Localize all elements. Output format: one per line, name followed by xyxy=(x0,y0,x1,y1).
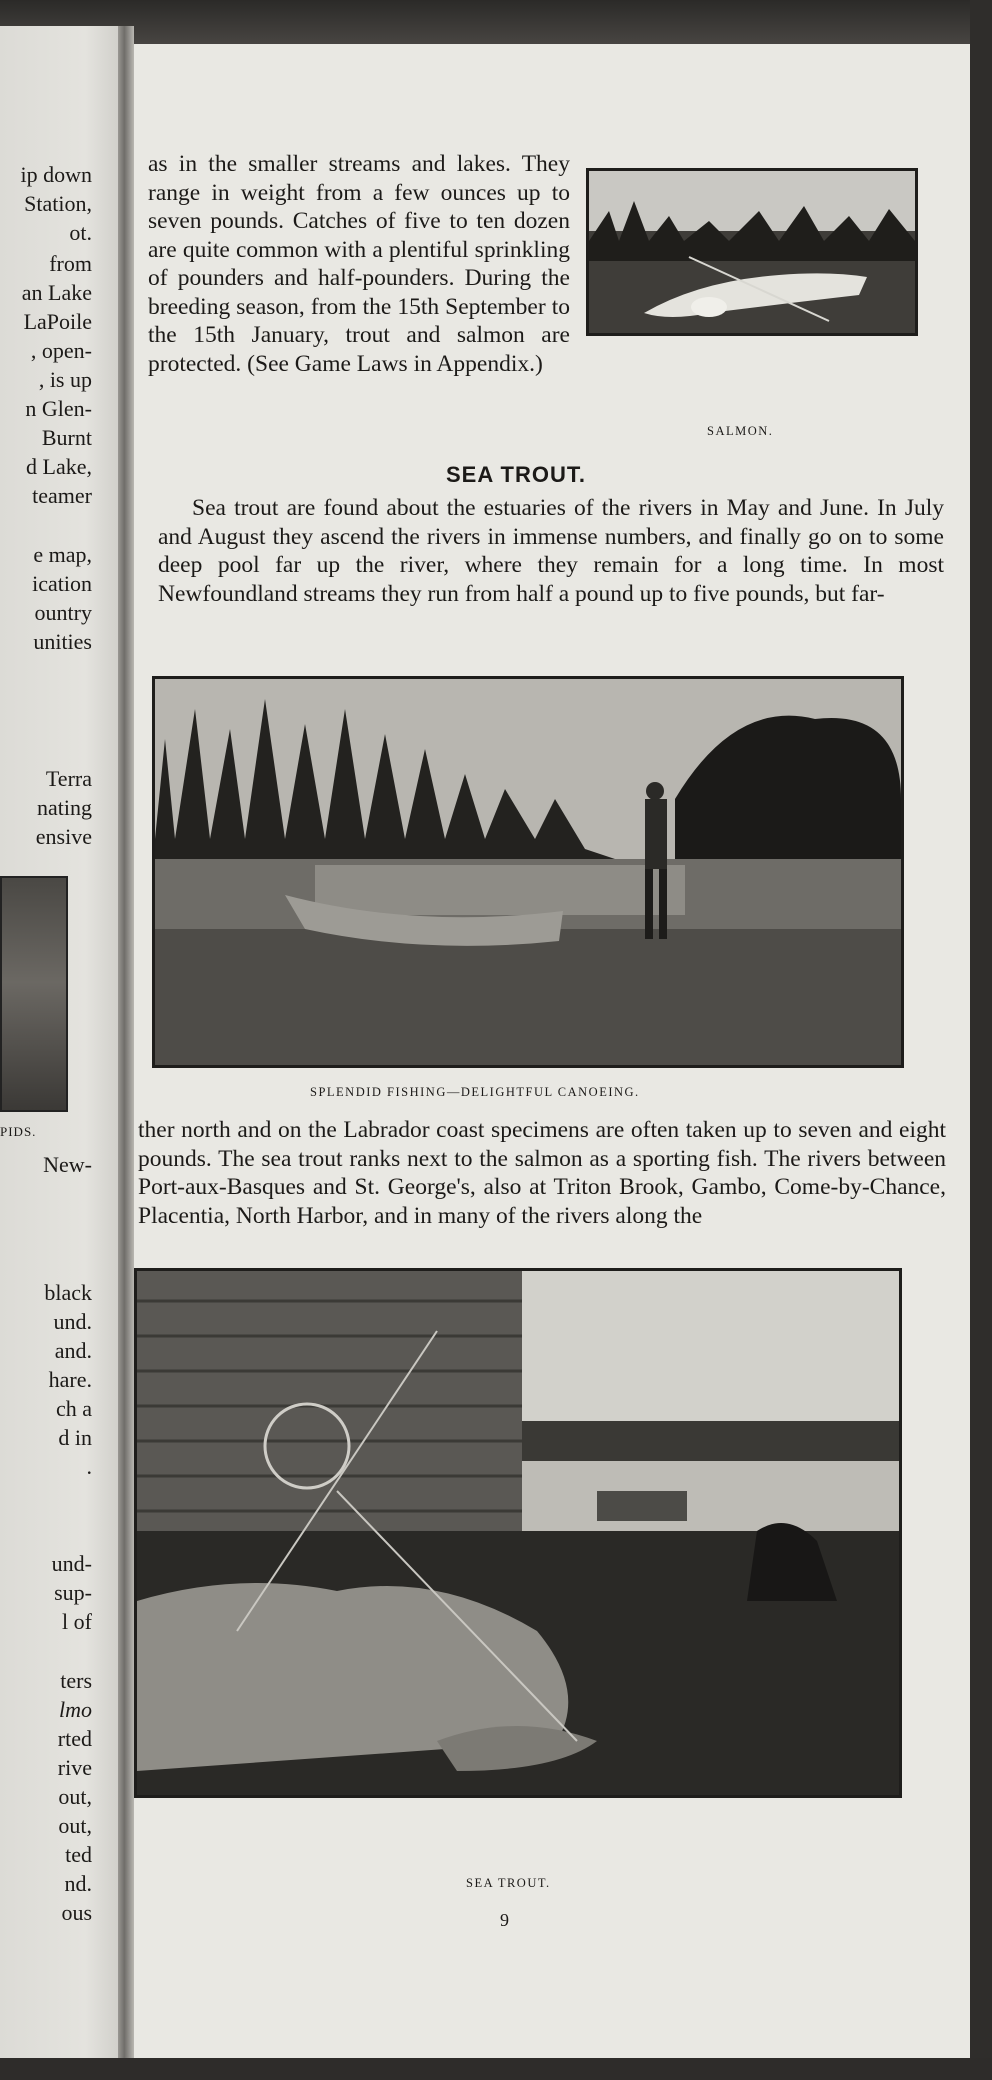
scan-border-top xyxy=(0,0,992,48)
left-text-fragment: an Lake xyxy=(21,280,92,305)
left-text-fragment: . xyxy=(86,1454,92,1479)
left-text-fragment: hare. xyxy=(48,1367,92,1392)
left-text-fragment: rted xyxy=(57,1726,92,1751)
canoe-fishing-photo-image xyxy=(155,679,901,1065)
left-text-fragment: Terra xyxy=(45,766,92,791)
left-text-fragment: Burnt xyxy=(41,425,92,450)
left-text-fragment: ication xyxy=(32,571,92,596)
left-text-fragment: unities xyxy=(33,629,92,654)
left-text-fragment: l of xyxy=(62,1609,92,1634)
left-text-fragment: und. xyxy=(53,1309,92,1334)
section-heading: SEA TROUT. xyxy=(446,462,586,487)
canoe-fishing-photo xyxy=(152,676,904,1068)
left-text-fragment: black xyxy=(44,1280,92,1305)
left-text-fragment: out, xyxy=(58,1784,92,1809)
book-page xyxy=(134,44,970,2058)
left-text-fragment: d Lake, xyxy=(26,454,92,479)
paragraph-text: Sea trout are found about the estuaries of the rivers in May and June. In July and August they ascend the rivers in immense numbers, and finally go on to some deep pool far up the river, where they remain for a long time. In most Newfoundland streams they run from half a pound up to five pounds, but far- xyxy=(158,495,944,607)
left-text-fragment: ot. xyxy=(69,220,92,245)
left-text-fragment: New- xyxy=(43,1152,92,1177)
left-text-fragment: ensive xyxy=(35,824,92,849)
salmon-photo-image xyxy=(589,171,915,333)
left-text-fragment: nd. xyxy=(64,1871,92,1896)
paragraph-sea-trout-intro xyxy=(158,494,944,608)
left-text-fragment: ted xyxy=(65,1842,92,1867)
scan-border-right xyxy=(970,0,992,2080)
left-text-fragment: lmo xyxy=(59,1697,92,1722)
paragraph-trout-weights xyxy=(148,150,570,378)
left-caption-fragment: PIDS. xyxy=(0,1124,37,1139)
left-text-fragment: from xyxy=(49,251,92,276)
paragraph-sea-trout-rivers xyxy=(138,1116,946,1230)
sea-trout-photo xyxy=(134,1268,902,1798)
left-text-fragment: und- xyxy=(51,1551,92,1576)
left-page-photo xyxy=(0,876,68,1112)
left-text-fragment: , is up xyxy=(38,367,92,392)
left-text-fragment: out, xyxy=(58,1813,92,1838)
sea-trout-caption: SEA TROUT. xyxy=(466,1876,551,1890)
canoe-caption: SPLENDID FISHING—DELIGHTFUL CANOEING. xyxy=(310,1085,640,1099)
left-text-fragment: teamer xyxy=(32,483,92,508)
left-text-fragment: ters xyxy=(60,1668,92,1693)
page-number: 9 xyxy=(500,1910,509,1930)
left-text-fragment: d in xyxy=(58,1425,92,1450)
book-gutter xyxy=(118,26,134,2058)
left-text-fragment: and. xyxy=(54,1338,92,1363)
sea-trout-photo-image xyxy=(137,1271,899,1795)
left-text-fragment: rive xyxy=(57,1755,92,1780)
salmon-photo xyxy=(586,168,918,336)
left-text-fragment: nating xyxy=(37,795,92,820)
left-text-fragment: e map, xyxy=(33,542,92,567)
left-text-fragment: ip down xyxy=(20,162,92,187)
salmon-caption: SALMON. xyxy=(707,424,774,438)
left-text-fragment: sup- xyxy=(54,1580,92,1605)
left-text-fragment: , open- xyxy=(30,338,92,363)
left-text-fragment: LaPoile xyxy=(23,309,92,334)
paragraph-text: as in the smaller streams and lakes. They range in weight from a few ounces up to seven pounds. Catches of five to ten dozen are quite common with a plentiful sprinkling of pounders and half-pounders. During the breeding season, from the 15th September to the 15th January, trout and salmon are protected. (See Game Laws in Appendix.) xyxy=(148,151,570,377)
left-text-fragment: ch a xyxy=(55,1396,92,1421)
scan-border-bottom xyxy=(0,2058,992,2080)
left-text-fragment: ous xyxy=(61,1900,92,1925)
left-text-fragment: Station, xyxy=(24,191,92,216)
previous-page-edge xyxy=(0,26,122,2058)
left-text-fragment: ountry xyxy=(34,600,92,625)
paragraph-text: ther north and on the Labrador coast specimens are often taken up to seven and eight pounds. The sea trout ranks next to the salmon as a sporting fish. The rivers between Port-aux-Basques and St. George's, also at Triton Brook, Gambo, Come-by-Chance, Placentia, North Harbor, and in many of the rivers along the xyxy=(138,1117,946,1229)
left-text-fragment: n Glen- xyxy=(25,396,92,421)
